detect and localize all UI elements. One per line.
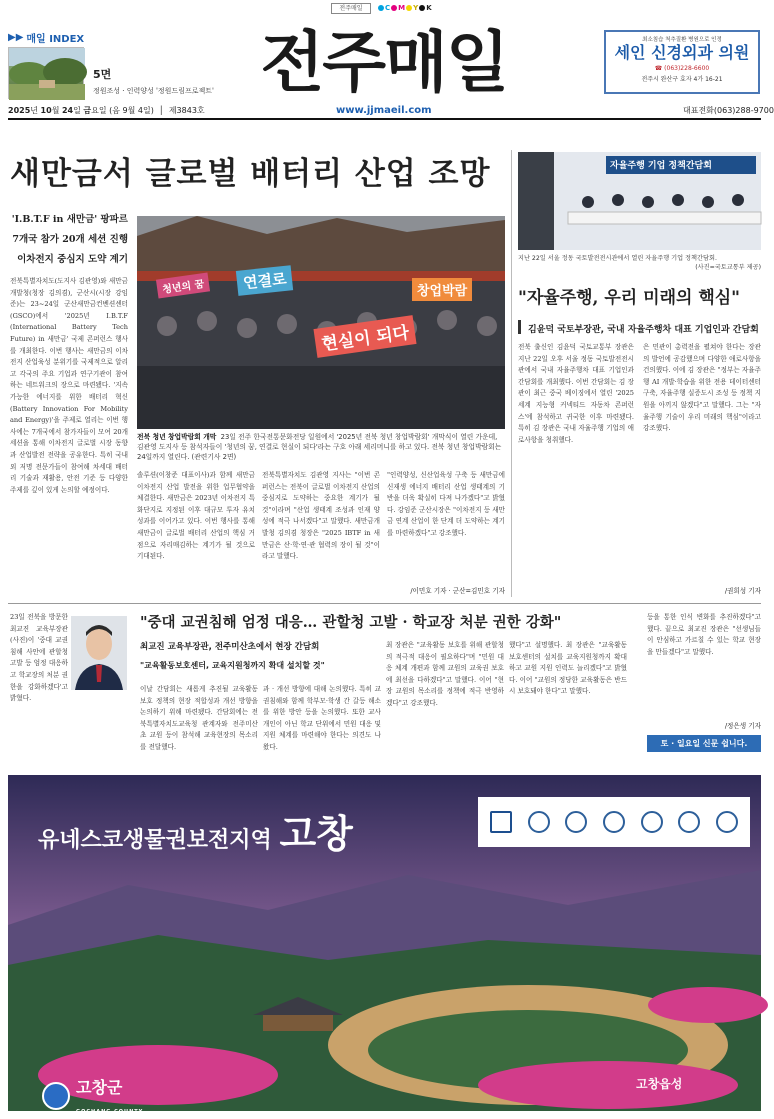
story2-column-3: 최 장관은 "교육활동 보호를 위해 관할청의 적극적 대응이 필요하다"며 "민원 대응 체계 개편과 함께 교원의 교육권 보호에 최선을 다하겠다"고 말했다. 이어 "현장 교원의 목소리를 정책에 적극 반영하겠다"고 강조했다. xyxy=(386,641,504,707)
gochang-logo-icon xyxy=(42,1082,70,1110)
newspaper-logo: 전주매일 xyxy=(260,23,508,101)
gochang-place-label: 고창읍성 xyxy=(636,1077,683,1091)
gochang-ad-title-prefix: 유네스코생물권보전지역 xyxy=(38,828,272,853)
index-page-number: 5면 xyxy=(93,68,112,81)
story2-column-2: 과 · 개선 방향에 대해 논의했다. 특히 교권침해와 함께 학부모·학생 간 갈등 해소를 위한 방안 등을 논의했다. 또한 교사 개인이 아닌 학교 단위에서 민원 대응 및 지원 체계를 마련해야 한다는 의견도 나왔다. xyxy=(263,685,381,751)
biosphere-icon xyxy=(678,811,700,833)
website-link[interactable]: www.jjmaeil.com xyxy=(336,105,432,116)
photo-sign-1: 청년의 꿈 xyxy=(156,272,210,298)
clinic-ad-phone: ☎ (063)228-6600 xyxy=(654,65,710,72)
story2-title[interactable]: "중대 교권침해 엄정 대응… 관할청 고발 · 학교장 처분 권한 강화" xyxy=(140,614,562,631)
gochang-ad-title-main: 고창 xyxy=(279,812,353,856)
story2-subtitle-1: 최교진 교육부장관, 전주미산초에서 현장 간담회 xyxy=(140,642,320,652)
gochang-ad[interactable] xyxy=(8,775,761,1115)
story2-column-4: 했다"고 설명했다. 최 장관은 "교육활동보호센터의 설치를 교육지원청까지 확대하고 교원 지원 인력도 늘리겠다"고 밝혔다. 이어 "교원의 정당한 교육활동은 반드시 보호돼야 한다"고 말했다. xyxy=(509,641,627,696)
yellow-dot xyxy=(406,5,412,11)
meeting-caption-text: 지난 22일 서울 정동 국토발전전시관에서 열린 자율주행 기업 정책간담회. xyxy=(518,255,717,262)
story2-column-1: 이날 간담회는 새롭게 추진될 교육활동 보호 정책의 현장 적합성과 개선 방향을 논의하기 위해 마련됐다. 간담회에는 전북특별자치도교육청 관계자와 전주미산초 교원 등이 참석해 교육현장의 목소리를 전달했다. xyxy=(140,685,258,751)
date-month: 10 xyxy=(40,106,52,115)
index-thumbnail[interactable] xyxy=(8,47,84,99)
lead-photo-caption-text: 23일 전주 한국전통문화전당 일원에서 '2025년 전북 청년 창업박람회' 개막식이 열린 가운데, 김관영 도지사 등 참석자들이 '청년의 꿈, 연결로 현실이 되다'라는 구호 아래 세리머니를 하고 있다. 전북 청년 창업박람회는 24일까지 열린다. xyxy=(137,433,502,461)
mab-icon xyxy=(641,811,663,833)
print-tag: 전주매일 xyxy=(331,3,371,14)
photo-sign-2: 연결로 xyxy=(236,265,294,296)
story2-column-5: 등을 통한 인식 변화를 추진하겠다"고 했다. 끝으로 최교진 장관은 "선생님들이 안심하고 가르칠 수 있는 학교 현장을 만들겠다"고 말했다. xyxy=(647,613,761,656)
cmyk-c: C xyxy=(385,4,391,12)
expo-ceremony-photo xyxy=(137,216,505,429)
column-divider xyxy=(511,150,512,597)
black-dot xyxy=(419,5,425,11)
right-byline: /권희성 기자 xyxy=(724,587,761,595)
lead-photo-caption-title: 전북 청년 창업박람회 개막 xyxy=(137,433,217,441)
meeting-banner: 자율주행 기업 정책간담회 xyxy=(610,161,712,171)
cmyk-registration xyxy=(378,4,432,12)
weekend-closed-notice: 토 · 일요일 신문 쉽니다. xyxy=(647,735,761,752)
minister-portrait xyxy=(71,616,127,690)
clinic-ad-name: 세인 신경외과 의원 xyxy=(614,43,750,62)
story2-lead-column: 23일 전북을 방문한 최교진 교육부장관(사진)이 '중대 교권침해 사안에 관할청 고발 등 엄정 대응하고 학교장의 처분 권한을 강화하겠다'고 밝혔다. xyxy=(10,613,68,703)
world-heritage-icon xyxy=(528,811,550,833)
unesco-emblem-strip xyxy=(478,797,750,847)
story2-byline: /정은생 기자 xyxy=(724,722,761,730)
meeting-photo-caption xyxy=(518,254,761,272)
lead-photo-caption xyxy=(137,432,505,462)
section-divider xyxy=(8,603,761,604)
lead-column-2: 솔루션(이창준 대표이사)과 함께 새만금 이차전지 산업 발전을 위한 업무협약을 체결한다. 새만금은 2023년 이차전지 특화단지로 지정된 이후 대규모 투자 유치 성과를 이어가고 있다. 이번 행사를 통해 새만금이 글로벌 배터리 산업의 핵심 거점으로 자리매김하는 계기가 될 것으로 기대된다. xyxy=(137,471,255,561)
cyan-dot xyxy=(378,5,384,11)
meeting-photo-credit: (사진=국토교통부 제공) xyxy=(695,264,761,271)
magenta-dot xyxy=(391,5,397,11)
geopark-icon xyxy=(603,811,625,833)
clinic-ad[interactable] xyxy=(604,30,760,94)
right-column-1: 전북 출신인 김윤덕 국토교통부 장관은 지난 22일 오후 서울 정동 국토발전전시관에서 국내 자율주행차 대표 기업인과 간담회를 개최했다. 이번 간담회는 김 장관이 최근 중국 베이징에서 열린 '2025 세계 지능형 커넥티드 자동차 콘퍼런스'에 참석하고 귀국한 이후 마련됐다. 특히 김 장관은 국내 자율주행 기업의 애로사항을 청취했다. xyxy=(518,343,634,444)
lead-subhead-2: 7개국 참가 20개 세션 진행 xyxy=(12,234,128,245)
date-lunar: (음 9월 4일) xyxy=(109,106,154,115)
cmyk-m: M xyxy=(398,4,406,12)
lead-column-3: 전북특별자치도 김관영 지사는 "이번 콘퍼런스는 전북이 글로벌 이차전지 산업의 중심지로 도약하는 중요한 계기가 될 것"이라며 "산업 생태계 조성과 인재 양성에 적극 나서겠다"고 말했다. 새만금개발청 김의겸 청장은 "2025 IBTF in 새만금은 산·학·연·관 협력의 장이 될 것"이라고 말했다. xyxy=(262,471,380,561)
index-description: 정원조성 · 인력양성 '정원드림프로젝트' xyxy=(93,87,214,95)
clinic-ad-tagline: 최소침습 척추질환 병원으로 인정 xyxy=(642,37,722,43)
lead-subhead-3: 이차전지 중심지 도약 계기 xyxy=(17,254,128,265)
clinic-ad-address: 전주시 완산구 효자 4가 16-21 xyxy=(641,76,723,83)
garden-photo xyxy=(9,48,85,100)
double-chevron-icon: ▶▶ xyxy=(8,32,24,43)
right-column-2: 은 민관이 총력전을 펼쳐야 한다는 장관의 발언에 공감했으며 다양한 애로사항을 건의했다. 이에 김 장관은 "정부는 자율주행 AI 개발·학습을 위한 전용 데이터센터 구축, 자율주행 실증도시 조성 등 정책 지원을 아끼지 않겠다"고 말했다. 그는 "자율주행 기술이 우리 미래의 핵심"이라고 강조했다. xyxy=(643,343,761,433)
index-heading xyxy=(8,30,84,45)
gochang-brand-name: 고창군 xyxy=(76,1078,123,1097)
meeting-photo[interactable] xyxy=(518,152,761,250)
lead-column-4: "인력양성, 신산업육성 구축 등 새만금에 신재생 에너지 배터리 산업 생태계의 기반을 더욱 확실히 다져 나가겠다"고 밝혔다. 강임준 군산시장은 "이차전지 등 새만금 연계 산업이 한 단계 더 도약하는 계기를 마련하겠다"고 강조했다. xyxy=(387,471,505,537)
gochang-ad-title xyxy=(38,803,353,858)
lead-photo[interactable] xyxy=(137,216,505,429)
minister-photo xyxy=(71,616,127,690)
memory-of-world-icon xyxy=(716,811,738,833)
unesco-emblem-icon xyxy=(490,811,512,833)
dateline: 2025년 10월 24일 금요일 (음 9월 4일) │ 제3843호 xyxy=(8,106,205,115)
lead-photo-credit: (관련기사 2면) xyxy=(191,453,237,461)
photo-sign-4: 창업박람 xyxy=(412,278,472,301)
cmyk-y: Y xyxy=(413,4,419,12)
intangible-heritage-icon xyxy=(565,811,587,833)
right-story-title[interactable]: "자율주행, 우리 미래의 핵심" xyxy=(518,288,741,308)
lead-column-1: 전북특별자치도(도지사 김관영)와 새만금개발청(청장 김의겸), 군산시(시장 강임준)는 23~24일 군산새만금컨벤션센터(GSCO)에서 '2025년 I.B.T.F (International Battery Tech Future) in 새만금' 국제 콘퍼런스 행사를 개최한다. 이번 행사는 새만금의 이차전지 산업육성 분위기를 국제적으로 알리고 각국의 주요 기업과 연구기관이 참여하는 네트워크의 장으로 마련됐다. '지속가능한 에너지를 위한 배터리 혁신(Battery Innovation For Mobility and Energy)'을 주제로 열리는 이번 행사에는 7개국에서 참가자들이 모여 20개 세션을 통해 이차전지 글로벌 시장 동향과 산업발전 전략을 공유한다. 특히 국내외 저명 전문가들이 참여해 차세대 배터리 기술과 재활용, 안전 기준 등 다양한 주제를 깊이 있게 논의할 예정이다. xyxy=(10,277,128,494)
cmyk-k: K xyxy=(426,4,432,12)
date-year: 2025 xyxy=(8,106,31,115)
right-story-subtitle: 김윤덕 국토부장관, 국내 자율주행차 대표 기업인과 간담회 xyxy=(528,325,759,335)
masthead-rule xyxy=(8,118,761,120)
lead-headline[interactable]: 새만금서 글로벌 배터리 산업 조망 xyxy=(10,156,491,192)
gochang-brand xyxy=(42,1075,143,1117)
main-phone: 대표전화(063)288-9700 xyxy=(683,106,774,115)
date-day: 24 xyxy=(61,106,74,115)
subtitle-bar xyxy=(518,320,521,334)
lead-subhead-1: 'I.B.T.F in 새만금' 팡파르 xyxy=(11,214,128,225)
photo-sign-3: 현실이 되다 xyxy=(313,315,416,358)
index-label: 매일 INDEX xyxy=(26,34,85,45)
gochang-brand-en: GOCHANG COUNTY xyxy=(76,1109,144,1115)
date-weekday: 금 xyxy=(83,106,92,115)
lead-byline: /이민호 기자 · 군산=김민호 기자 xyxy=(410,587,505,595)
story2-subtitle-2: "교육활동보호센터, 교육지원청까지 확대 설치할 것" xyxy=(140,661,325,670)
issue-number: 제3843호 xyxy=(168,106,205,115)
